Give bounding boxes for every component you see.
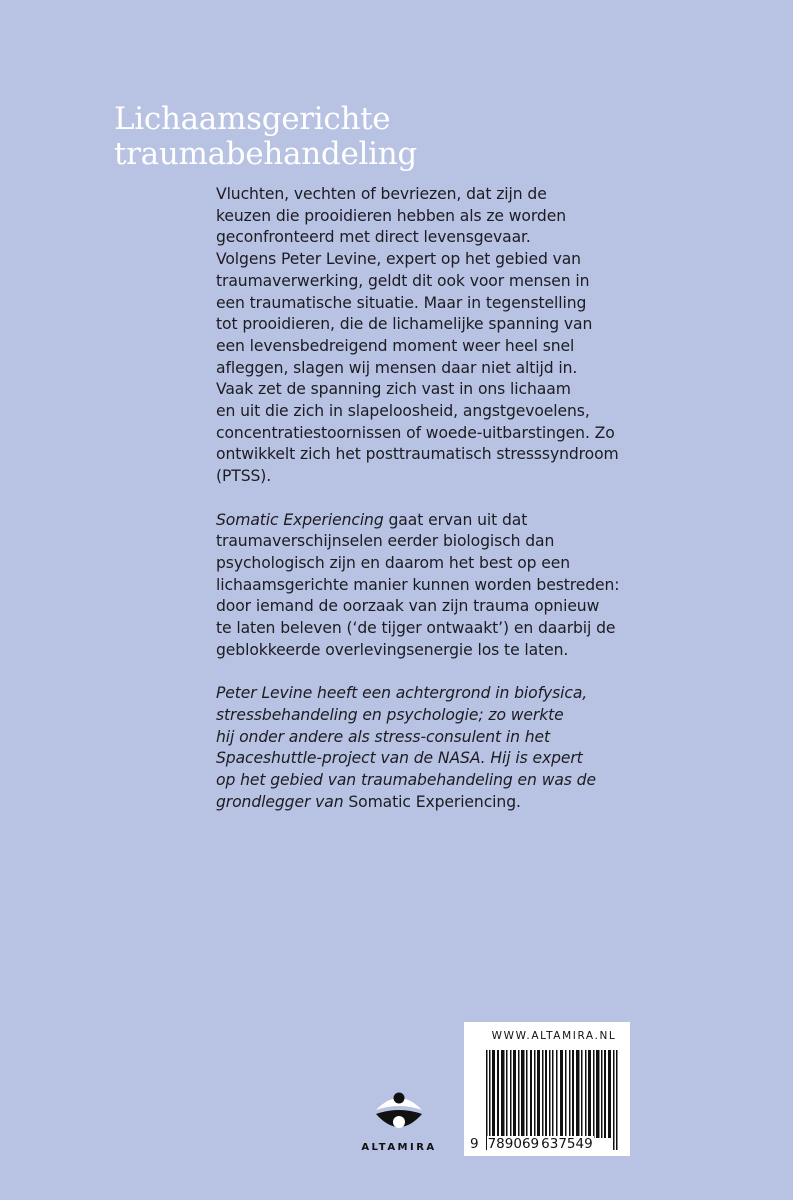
text-line <box>216 792 686 814</box>
text-line: te laten beleven (‘de tijger ontwaakt’) en daarbij de <box>216 619 616 638</box>
barcode-bars <box>486 1050 622 1150</box>
text-fragment: grondlegger van <box>216 792 349 811</box>
text-line: ontwikkelt zich het posttraumatisch stresssyndroom <box>216 445 619 464</box>
isbn-number <box>470 1136 594 1152</box>
text-line: een traumatische situatie. Maar in tegenstelling <box>216 293 587 312</box>
blurb-paragraph-1 <box>216 184 686 488</box>
publisher-logo <box>356 1088 442 1153</box>
barcode-icon <box>486 1050 622 1150</box>
text-line: tot prooidieren, die de lichamelijke spanning van <box>216 315 593 334</box>
text-line: (PTSS). <box>216 467 272 486</box>
text-line: op het gebied van traumabehandeling en was de <box>216 770 596 789</box>
text-line: en uit die zich in slapeloosheid, angstgevoelens, <box>216 402 590 421</box>
isbn-prefix-digit: 9 <box>470 1136 479 1152</box>
publisher-name: ALTAMIRA <box>361 1142 437 1153</box>
blurb <box>216 184 686 813</box>
text-line: Spaceshuttle-project van de NASA. Hij is expert <box>216 749 583 768</box>
text-line: een levensbedreigend moment weer heel snel <box>216 336 575 355</box>
text-fragment: gaat ervan uit dat <box>383 510 528 529</box>
text-line: traumaverschijnselen eerder biologisch dan <box>216 532 555 551</box>
text-line: afleggen, slagen wij mensen daar niet altijd in. <box>216 358 578 377</box>
text-line: door iemand de oorzaak van zijn trauma opnieuw <box>216 597 600 616</box>
text-line: Vluchten, vechten of bevriezen, dat zijn de <box>216 185 547 203</box>
book-title <box>114 102 417 172</box>
title-line-2: traumabehandeling <box>114 136 417 172</box>
upright-term: Somatic Experiencing. <box>348 792 521 811</box>
text-line: geconfronteerd met direct levensgevaar. <box>216 228 531 247</box>
italic-term: Somatic Experiencing <box>216 510 384 529</box>
text-line: lichaamsgerichte manier kunnen worden bestreden: <box>216 575 620 594</box>
text-line: psychologisch zijn en daarom het best op een <box>216 553 571 572</box>
text-line: stressbehandeling en psychologie; zo werkte <box>216 705 564 724</box>
text-line: geblokkeerde overlevingsenergie los te laten. <box>216 640 569 659</box>
isbn-group-1: 789069 <box>487 1136 540 1152</box>
text-line: traumaverwerking, geldt dit ook voor mensen in <box>216 271 590 290</box>
publisher-url: WWW.ALTAMIRA.NL <box>491 1030 617 1042</box>
text-line: keuzen die prooidieren hebben als ze worden <box>216 206 566 225</box>
title-line-1: Lichaamsgerichte <box>114 101 391 137</box>
text-line: concentratiestoornissen of woede-uitbarstingen. Zo <box>216 423 615 442</box>
text-line <box>216 510 686 532</box>
text-line: Volgens Peter Levine, expert op het gebied van <box>216 250 581 269</box>
altamira-eye-logo-icon <box>374 1088 424 1136</box>
text-line: Vaak zet de spanning zich vast in ons lichaam <box>216 380 571 399</box>
blurb-paragraph-2 <box>216 510 686 662</box>
text-line: Peter Levine heeft een achtergrond in biofysica, <box>216 684 588 703</box>
isbn-group-2: 637549 <box>541 1136 593 1152</box>
text-line: hij onder andere als stress-consulent in het <box>216 727 551 746</box>
author-bio <box>216 683 686 813</box>
isbn-barcode <box>464 1022 630 1156</box>
